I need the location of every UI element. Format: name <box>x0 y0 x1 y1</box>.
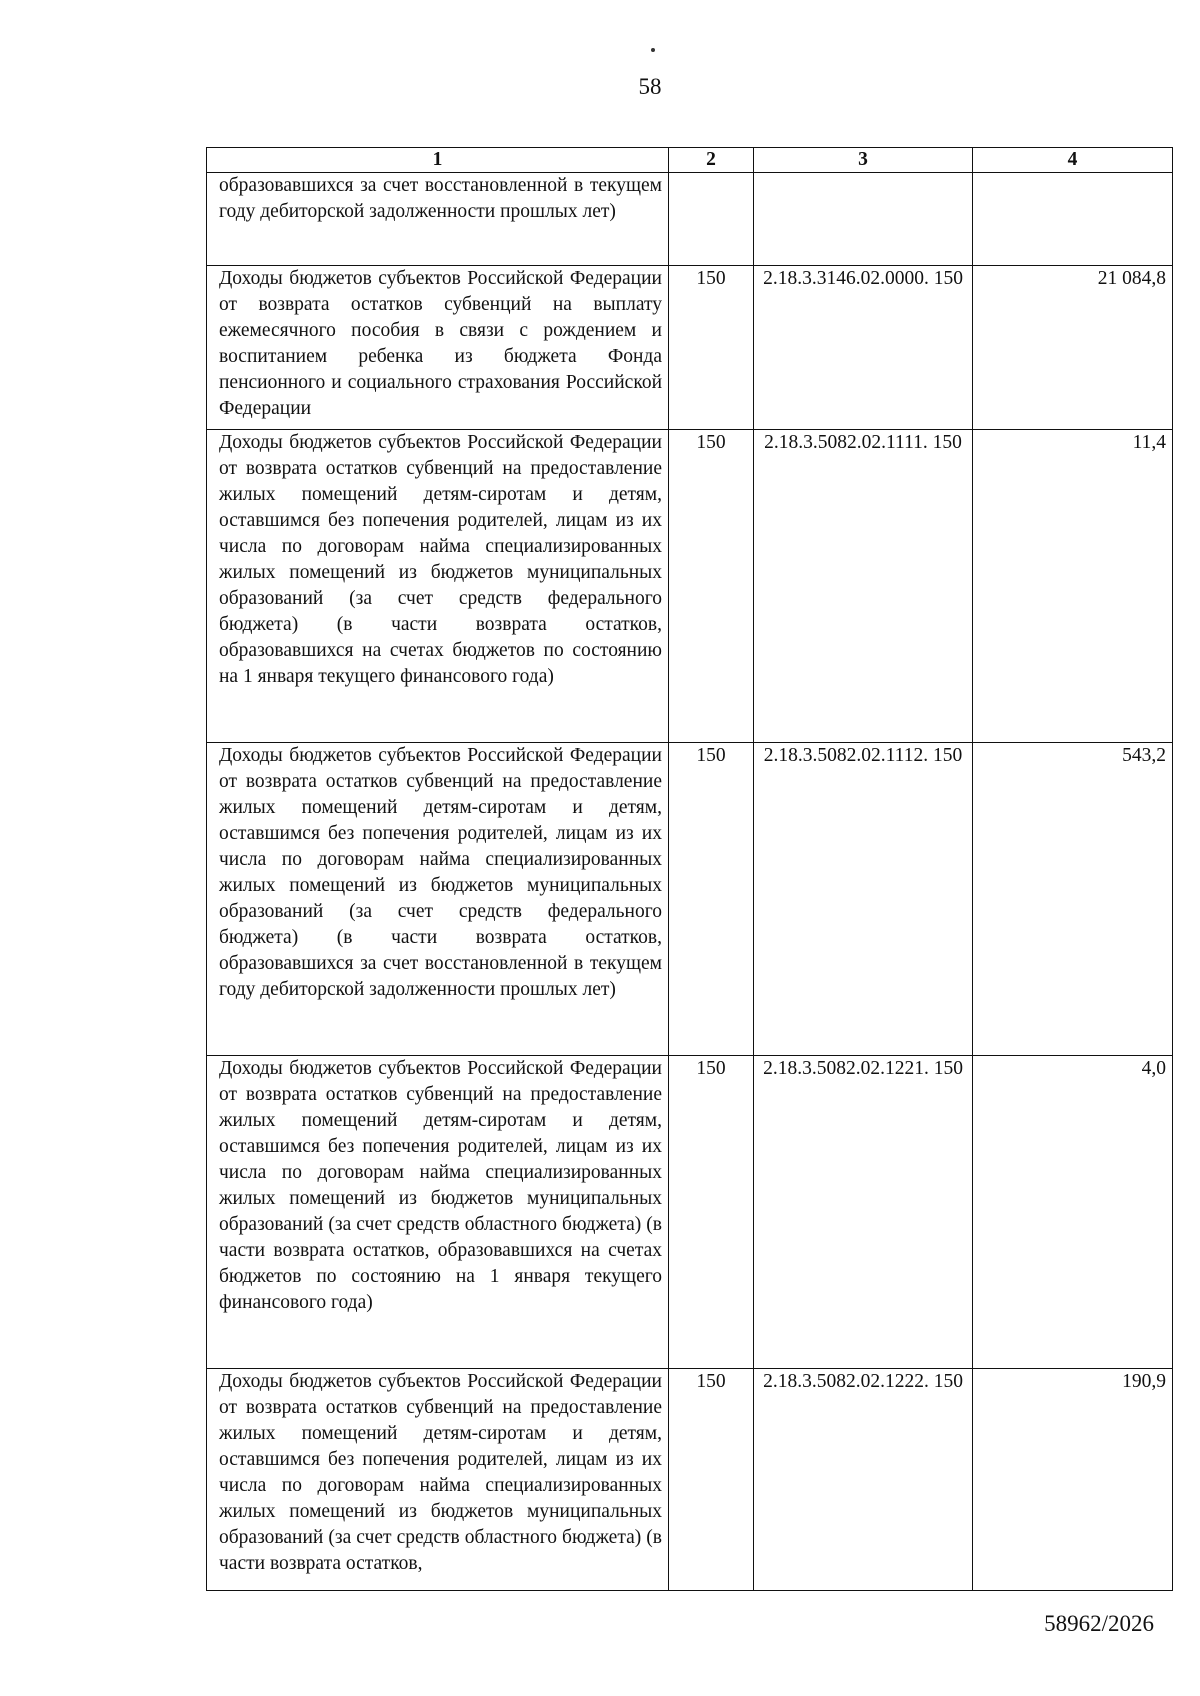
row-admin-code: 150 <box>669 743 754 1056</box>
row-amount: 4,0 <box>973 1056 1173 1369</box>
page-number: 58 <box>638 74 662 99</box>
row-classification-code: 2.18.3.3146.02.0000. 150 <box>754 266 973 430</box>
table-row <box>207 173 1173 266</box>
row-amount: 11,4 <box>973 430 1173 743</box>
row-classification-code: 2.18.3.5082.02.1221. 150 <box>754 1056 973 1369</box>
row-description: Доходы бюджетов субъектов Российской Федерации от возврата остатков субвенций на выплату ежемесячного пособия в связи с рождением и воспитанием ребенка из бюджета Фонда пенсионного и социального страхования Российской Федерации <box>207 266 669 430</box>
table-row <box>207 743 1173 1056</box>
row-description: Доходы бюджетов субъектов Российской Федерации от возврата остатков субвенций на предоставление жилых помещений детям-сиротам и детям, оставшимся без попечения родителей, лицам из их числа по договорам найма специализированных жилых помещений из бюджетов муниципальных образований (за счет средств федерального бюджета) (в части возврата остатков, образовавшихся за счет восстановленной в текущем году дебиторской задолженности прошлых лет) <box>207 743 669 1056</box>
row-classification-code <box>754 173 973 266</box>
row-description: Доходы бюджетов субъектов Российской Федерации от возврата остатков субвенций на предоставление жилых помещений детям-сиротам и детям, оставшимся без попечения родителей, лицам из их числа по договорам найма специализированных жилых помещений из бюджетов муниципальных образований (за счет средств областного бюджета) (в части возврата остатков, образовавшихся на счетах бюджетов по состоянию на 1 января текущего финансового года) <box>207 1056 669 1369</box>
column-header-4: 4 <box>973 148 1173 173</box>
column-header-1: 1 <box>207 148 669 173</box>
row-admin-code <box>669 173 754 266</box>
column-header-2: 2 <box>669 148 754 173</box>
row-amount: 190,9 <box>973 1369 1173 1591</box>
row-admin-code: 150 <box>669 266 754 430</box>
row-amount <box>973 173 1173 266</box>
row-description: образовавшихся за счет восстановленной в текущем году дебиторской задолженности прошлых лет) <box>207 173 669 266</box>
row-amount: 543,2 <box>973 743 1173 1056</box>
table-row <box>207 1056 1173 1369</box>
table-row <box>207 266 1173 430</box>
row-classification-code: 2.18.3.5082.02.1222. 150 <box>754 1369 973 1591</box>
row-admin-code: 150 <box>669 1056 754 1369</box>
row-amount: 21 084,8 <box>973 266 1173 430</box>
scan-speck <box>651 48 655 52</box>
column-header-3: 3 <box>754 148 973 173</box>
table-header-row <box>207 148 1173 173</box>
row-description: Доходы бюджетов субъектов Российской Федерации от возврата остатков субвенций на предоставление жилых помещений детям-сиротам и детям, оставшимся без попечения родителей, лицам из их числа по договорам найма специализированных жилых помещений из бюджетов муниципальных образований (за счет средств федерального бюджета) (в части возврата остатков, образовавшихся на счетах бюджетов по состоянию на 1 января текущего финансового года) <box>207 430 669 743</box>
document-number: 58962/2026 <box>1044 1611 1154 1636</box>
row-description: Доходы бюджетов субъектов Российской Федерации от возврата остатков субвенций на предоставление жилых помещений детям-сиротам и детям, оставшимся без попечения родителей, лицам из их числа по договорам найма специализированных жилых помещений из бюджетов муниципальных образований (за счет средств областного бюджета) (в части возврата остатков, <box>207 1369 669 1591</box>
table-row <box>207 430 1173 743</box>
row-admin-code: 150 <box>669 430 754 743</box>
row-classification-code: 2.18.3.5082.02.1112. 150 <box>754 743 973 1056</box>
budget-table <box>206 147 1173 1591</box>
table-row <box>207 1369 1173 1591</box>
row-admin-code: 150 <box>669 1369 754 1591</box>
row-classification-code: 2.18.3.5082.02.1111. 150 <box>754 430 973 743</box>
